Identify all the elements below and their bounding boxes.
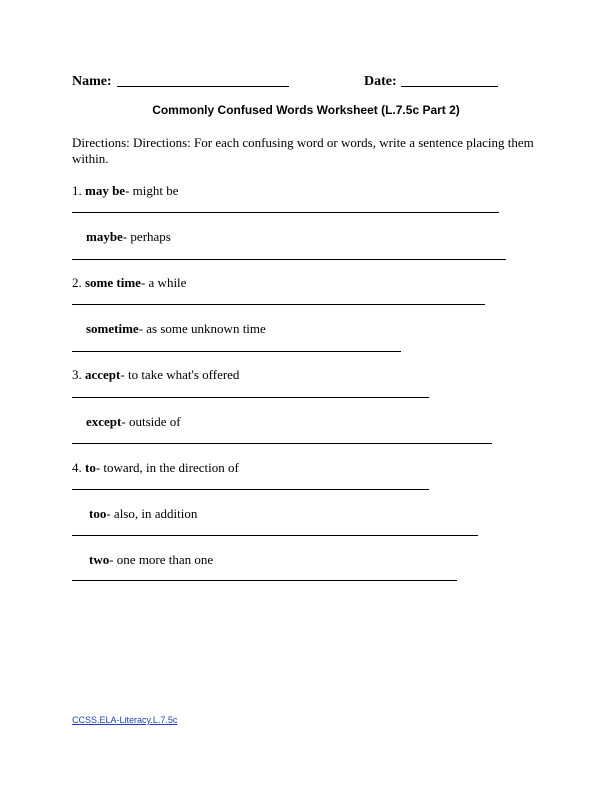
date-label: Date:	[364, 74, 397, 89]
answer-line[interactable]	[72, 535, 478, 536]
item-word: some time	[85, 275, 141, 290]
item-word: except	[86, 414, 122, 429]
item-definition: - might be	[125, 183, 179, 198]
item-definition: - a while	[140, 275, 187, 290]
item-word: accept	[85, 367, 121, 382]
answer-line[interactable]	[72, 397, 429, 398]
item-to	[72, 460, 239, 476]
item-definition: - toward, in the direction of	[95, 460, 239, 475]
item-definition: - outside of	[121, 414, 181, 429]
item-word: too	[89, 506, 107, 521]
answer-line[interactable]	[72, 259, 506, 260]
answer-line[interactable]	[72, 489, 429, 490]
date-blank[interactable]	[401, 72, 498, 87]
item-number: 2.	[72, 275, 82, 290]
item-definition: - as some unknown time	[138, 321, 266, 336]
item-some-time	[72, 275, 186, 291]
item-maybe	[86, 229, 171, 245]
item-word: may be	[85, 183, 126, 198]
item-accept	[72, 367, 239, 383]
worksheet-title: Commonly Confused Words Worksheet (L.7.5c Part 2)	[152, 103, 460, 117]
answer-line[interactable]	[72, 580, 457, 581]
item-word: two	[89, 552, 110, 567]
item-except	[86, 414, 181, 430]
answer-line[interactable]	[72, 212, 499, 213]
item-definition: - one more than one	[109, 552, 214, 567]
answer-line[interactable]	[72, 304, 485, 305]
item-too	[89, 506, 197, 522]
item-number: 1.	[72, 183, 82, 198]
name-blank[interactable]	[117, 72, 289, 87]
item-number: 4.	[72, 460, 82, 475]
answer-line[interactable]	[72, 443, 492, 444]
standards-link[interactable]: CCSS.ELA-Literacy.L.7.5c	[72, 715, 178, 725]
name-label: Name:	[72, 74, 112, 89]
directions-text: Directions: Directions: For each confusing word or words, write a sentence placing them within.	[72, 135, 534, 166]
item-number: 3.	[72, 367, 82, 382]
item-two	[89, 552, 213, 568]
item-word: sometime	[86, 321, 139, 336]
answer-line[interactable]	[72, 351, 401, 352]
item-word: maybe	[86, 229, 123, 244]
item-definition: - also, in addition	[106, 506, 198, 521]
date-field	[364, 72, 498, 90]
item-sometime	[86, 321, 266, 337]
item-may-be	[72, 183, 179, 199]
item-definition: - to take what's offered	[120, 367, 240, 382]
name-field	[72, 72, 289, 90]
item-definition: - perhaps	[122, 229, 171, 244]
item-word: to	[85, 460, 96, 475]
